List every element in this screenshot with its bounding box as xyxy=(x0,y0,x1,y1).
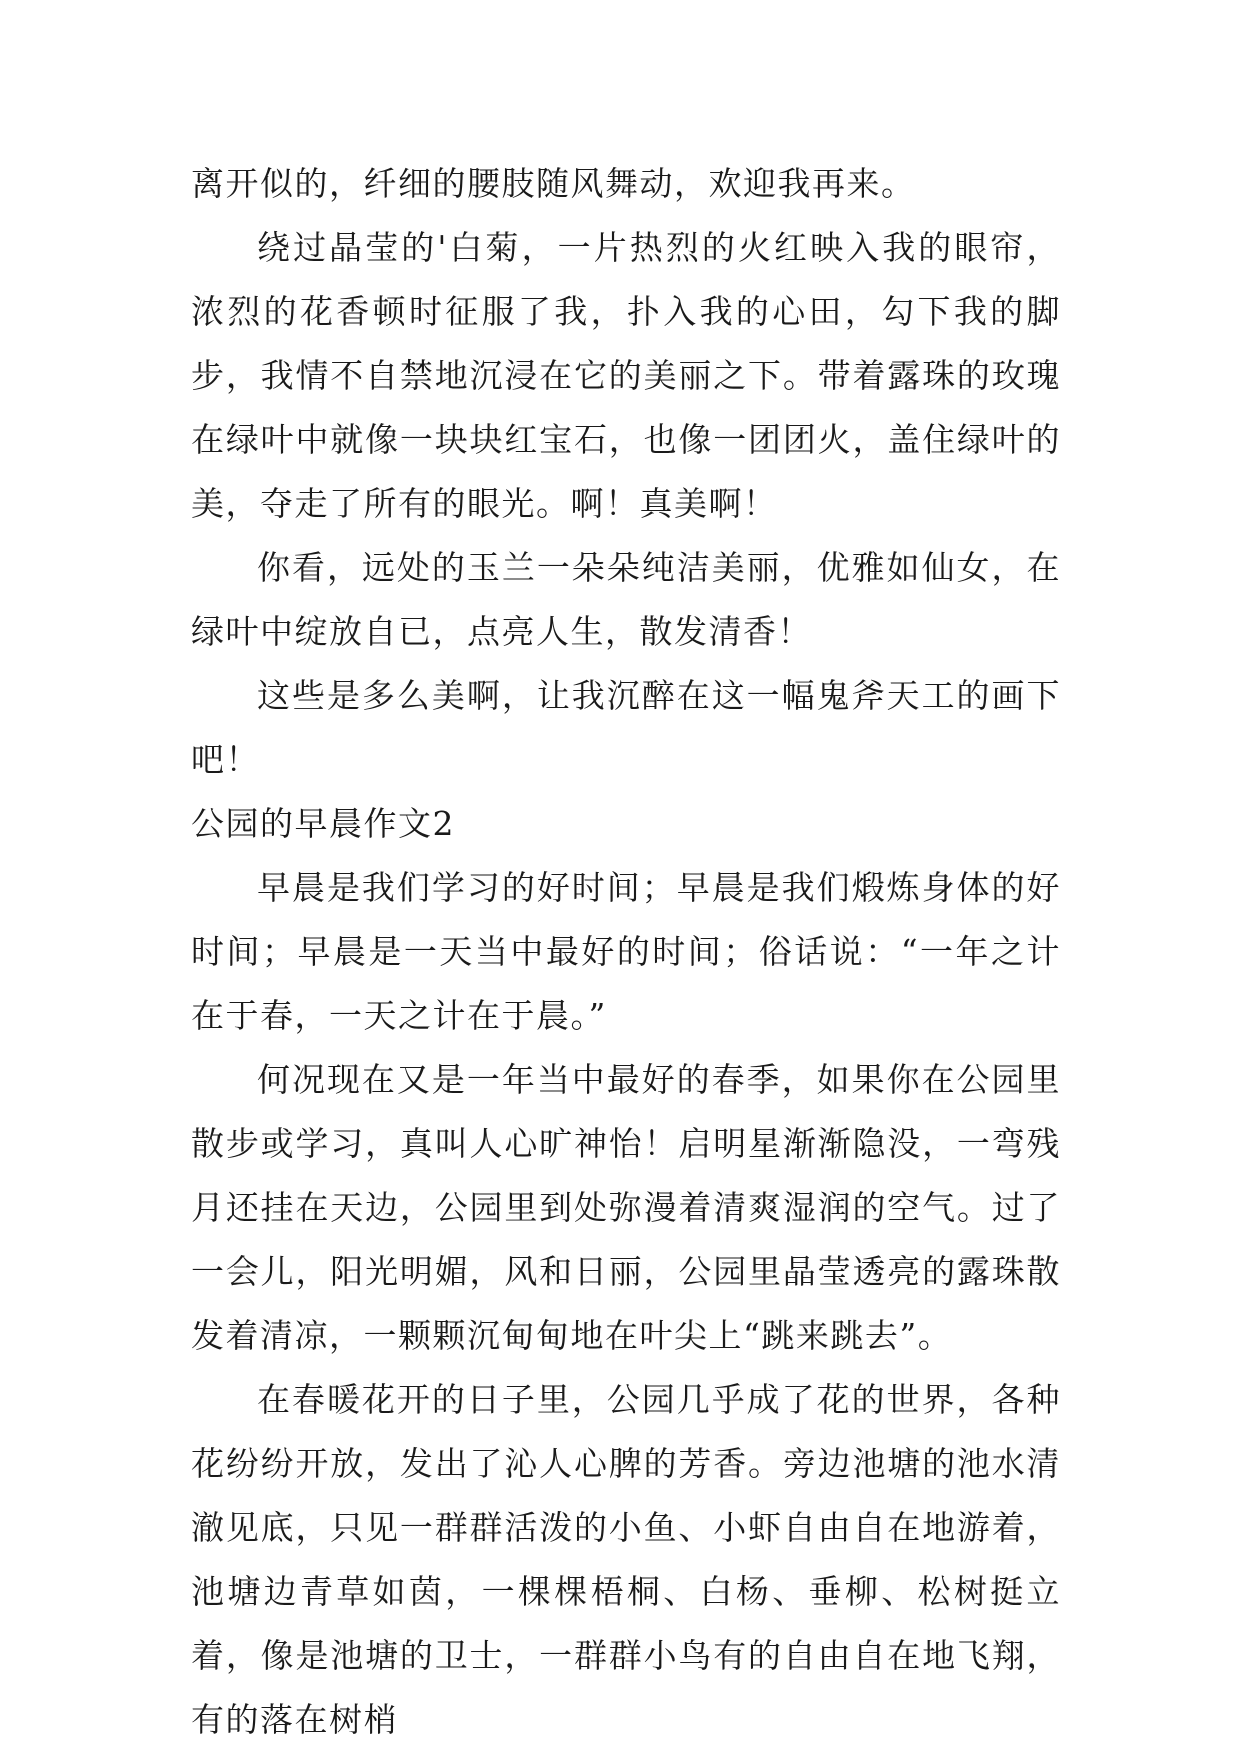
paragraph-closing: 这些是多么美啊，让我沉醉在这一幅鬼斧天工的画下吧！ xyxy=(191,676,1061,779)
paragraph-flowers-pond: 在春暖花开的日子里，公园几乎成了花的世界，各种花纷纷开放，发出了沁人心脾的芳香。旁边池塘的池水清澈见底，只见一群群活泼的小鱼、小虾自由自在地游着，池塘边青草如茵，一棵棵梧桐、白杨、垂柳、松树挺立着，像是池塘的卫士，一群群小鸟有的自由自在地飞翔，有的落在树梢 xyxy=(191,1380,1061,1739)
paragraph-morning-intro: 早晨是我们学习的好时间；早晨是我们煅炼身体的好时间；早晨是一天当中最好的时间；俗话说：“一年之计在于春，一天之计在于晨。” xyxy=(191,868,1061,1035)
essay-title-2: 公园的早晨作文2 xyxy=(191,804,455,843)
paragraph-white-chrysanthemum-rose: 绕过晶莹的'白菊，一片热烈的火红映入我的眼帘，浓烈的花香顿时征服了我，扑入我的心田，勾下我的脚步，我情不自禁地沉浸在它的美丽之下。带着露珠的玫瑰在绿叶中就像一块块红宝石，也像一团团火，盖住绿叶的美，夺走了所有的眼光。啊！真美啊！ xyxy=(191,228,1061,523)
paragraph-spring-park: 何况现在又是一年当中最好的春季，如果你在公园里散步或学习，真叫人心旷神怡！启明星渐渐隐没，一弯残月还挂在天边，公园里到处弥漫着清爽湿润的空气。过了一会儿，阳光明媚，风和日丽，公园里晶莹透亮的露珠散发着清凉，一颗颗沉甸甸地在叶尖上“跳来跳去”。 xyxy=(191,1060,1061,1355)
essay-body xyxy=(191,152,1061,1752)
paragraph-continuation: 离开似的，纤细的腰肢随风舞动，欢迎我再来。 xyxy=(191,164,916,203)
paragraph-magnolia: 你看，远处的玉兰一朵朵纯洁美丽，优雅如仙女，在绿叶中绽放自已，点亮人生，散发清香！ xyxy=(191,548,1061,651)
